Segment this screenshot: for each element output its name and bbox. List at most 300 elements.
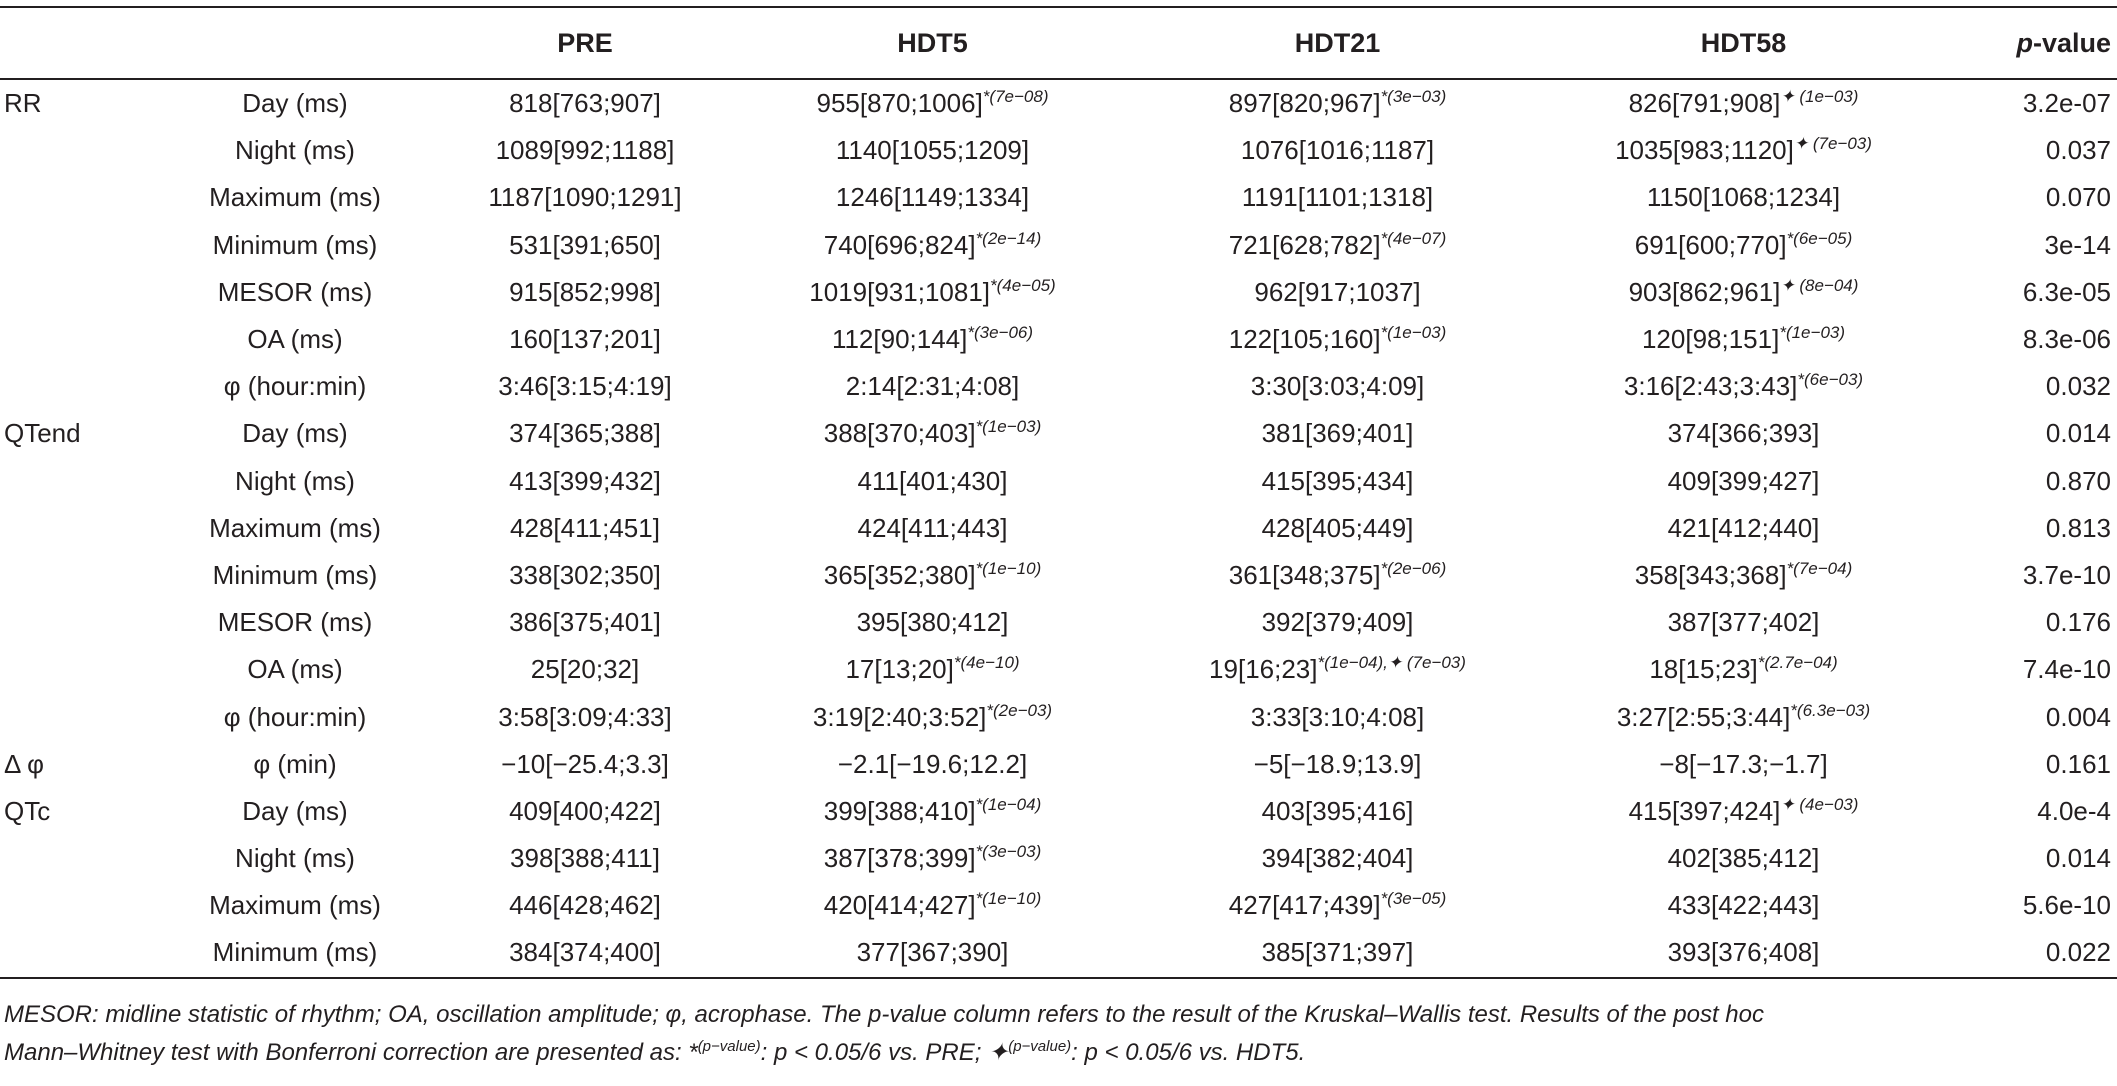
- group-cell: [0, 599, 150, 646]
- hdt5-cell: [730, 552, 1135, 599]
- hdt5-cell: [730, 269, 1135, 316]
- pre-cell: [440, 741, 730, 788]
- hdt58-cell-value: 3:27[2:55;3:44]: [1616, 701, 1791, 732]
- parameter-cell-value: φ (hour:min): [223, 701, 367, 732]
- footnote-line-2: [4, 1034, 2109, 1072]
- pre-cell: [440, 363, 730, 410]
- header-p-italic: p: [2016, 27, 2033, 58]
- pre-cell-value: 531[391;650]: [509, 229, 661, 260]
- parameter-cell-value: φ (hour:min): [223, 371, 367, 402]
- hdt5-cell-value: 388[370;403]: [823, 418, 976, 449]
- group-cell: [0, 410, 150, 457]
- group-cell: [0, 646, 150, 693]
- hdt21-cell: [1135, 410, 1540, 457]
- table-footnote: [4, 996, 2109, 1072]
- table-row: [0, 363, 2117, 410]
- hdt58-cell-significance: ✦ (1e−03): [1780, 87, 1859, 107]
- table-row: [0, 599, 2117, 646]
- hdt21-cell: [1135, 599, 1540, 646]
- parameter-cell-value: Night (ms): [235, 843, 355, 874]
- parameter-cell: [150, 929, 440, 977]
- p-value-cell-value: 0.004: [2045, 701, 2111, 732]
- p-value-cell: [1947, 599, 2117, 646]
- hdt5-cell-value: 424[411;443]: [857, 512, 1008, 543]
- table-body: [0, 79, 2117, 978]
- results-table-wrapper: [0, 6, 2117, 979]
- header-pre: PRE: [440, 7, 730, 79]
- table-row: [0, 79, 2117, 127]
- group-cell: [0, 316, 150, 363]
- hdt21-cell: [1135, 929, 1540, 977]
- p-value-cell: [1947, 174, 2117, 221]
- p-value-cell-value: 4.0e-4: [2037, 795, 2111, 826]
- hdt58-cell-significance: *(6.3e−03): [1790, 700, 1871, 720]
- pre-cell-value: 1089[992;1188]: [495, 135, 675, 166]
- hdt5-cell-value: 955[870;1006]: [816, 88, 983, 119]
- p-value-cell: [1947, 505, 2117, 552]
- group-cell: [0, 552, 150, 599]
- hdt58-cell: [1540, 552, 1947, 599]
- hdt21-cell-value: 427[417;439]: [1228, 890, 1381, 921]
- hdt58-cell: [1540, 174, 1947, 221]
- parameter-cell-value: Minimum (ms): [212, 937, 378, 968]
- hdt21-cell-value: 721[628;782]: [1228, 229, 1381, 260]
- hdt21-cell: [1135, 788, 1540, 835]
- hdt21-cell-value: 428[405;449]: [1261, 512, 1414, 543]
- hdt5-cell: [730, 788, 1135, 835]
- hdt5-cell-significance: *(2e−14): [975, 228, 1042, 248]
- p-value-cell: [1947, 363, 2117, 410]
- parameter-cell: [150, 363, 440, 410]
- pre-cell: [440, 882, 730, 929]
- parameter-cell: [150, 410, 440, 457]
- hdt21-cell: [1135, 222, 1540, 269]
- hdt58-cell: [1540, 693, 1947, 740]
- parameter-cell-value: Minimum (ms): [212, 229, 378, 260]
- parameter-cell-value: Minimum (ms): [212, 559, 378, 590]
- footnote-star-symbol: *: [688, 1039, 698, 1066]
- parameter-cell: [150, 788, 440, 835]
- pre-cell: [440, 458, 730, 505]
- hdt21-cell: [1135, 505, 1540, 552]
- hdt21-cell: [1135, 79, 1540, 127]
- hdt5-cell-value: 411[401;430]: [857, 465, 1008, 496]
- hdt58-cell: [1540, 741, 1947, 788]
- header-p-rest: -value: [2032, 27, 2111, 58]
- hdt21-cell-value: 19[16;23]: [1209, 654, 1318, 685]
- pre-cell-value: 818[763;907]: [509, 88, 661, 119]
- hdt5-cell-value: 1019[931;1081]: [809, 276, 991, 307]
- hdt21-cell-value: 1191[1101;1318]: [1241, 182, 1434, 213]
- pre-cell: [440, 410, 730, 457]
- hdt58-cell-value: 421[412;440]: [1667, 512, 1820, 543]
- group-cell: [0, 788, 150, 835]
- hdt5-cell-significance: *(1e−10): [975, 558, 1042, 578]
- footnote-sup-1: (p−value): [697, 1038, 761, 1055]
- pre-cell-value: 1187[1090;1291]: [488, 182, 682, 213]
- parameter-cell-value: Day (ms): [242, 418, 348, 449]
- footnote-text-b: : p < 0.05/6 vs. PRE;: [760, 1039, 989, 1066]
- p-value-cell: [1947, 552, 2117, 599]
- hdt5-cell-value: 365[352;380]: [823, 559, 976, 590]
- pre-cell-value: 160[137;201]: [509, 324, 661, 355]
- hdt58-cell-value: −8[−17.3;−1.7]: [1659, 748, 1828, 779]
- pre-cell-value: 413[399;432]: [509, 465, 661, 496]
- hdt21-cell-significance: *(3e−05): [1380, 889, 1447, 909]
- hdt5-cell: [730, 363, 1135, 410]
- parameter-cell-value: Night (ms): [235, 465, 355, 496]
- results-table: [0, 6, 2117, 979]
- table-row: [0, 269, 2117, 316]
- hdt58-cell-value: 826[791;908]: [1628, 88, 1781, 119]
- hdt58-cell-value: 120[98;151]: [1641, 324, 1780, 355]
- hdt5-cell: [730, 79, 1135, 127]
- parameter-cell-value: OA (ms): [247, 654, 343, 685]
- table-row: [0, 882, 2117, 929]
- hdt21-cell: [1135, 269, 1540, 316]
- hdt21-cell-value: 394[382;404]: [1261, 843, 1414, 874]
- header-p-value: [1947, 7, 2117, 79]
- parameter-cell: [150, 552, 440, 599]
- parameter-cell-value: Maximum (ms): [209, 890, 381, 921]
- hdt5-cell-value: 395[380;412]: [856, 607, 1009, 638]
- hdt58-cell: [1540, 505, 1947, 552]
- hdt5-cell: [730, 929, 1135, 977]
- pre-cell-value: 428[411;451]: [510, 512, 660, 543]
- parameter-cell-value: Maximum (ms): [209, 182, 381, 213]
- table-row: [0, 835, 2117, 882]
- p-value-cell: [1947, 929, 2117, 977]
- p-value-cell-value: 0.870: [2045, 465, 2111, 496]
- hdt58-cell: [1540, 127, 1947, 174]
- table-header-row: [0, 7, 2117, 79]
- hdt21-cell-value: 122[105;160]: [1228, 324, 1381, 355]
- hdt5-cell-value: 17[13;20]: [845, 654, 954, 685]
- parameter-cell-value: Day (ms): [242, 795, 348, 826]
- hdt5-cell-value: 112[90;144]: [831, 324, 968, 355]
- parameter-cell: [150, 646, 440, 693]
- group-cell: [0, 79, 150, 127]
- pre-cell-value: 409[400;422]: [509, 795, 661, 826]
- pre-cell: [440, 79, 730, 127]
- p-value-cell: [1947, 127, 2117, 174]
- pre-cell: [440, 174, 730, 221]
- hdt5-cell-significance: *(3e−03): [975, 842, 1042, 862]
- p-value-cell-value: 0.032: [2045, 371, 2111, 402]
- table-row: [0, 316, 2117, 363]
- p-value-cell: [1947, 410, 2117, 457]
- hdt21-cell: [1135, 316, 1540, 363]
- hdt21-cell-significance: *(2e−06): [1380, 558, 1447, 578]
- p-value-cell-value: 6.3e-05: [2022, 276, 2111, 307]
- p-value-cell-value: 0.070: [2045, 182, 2111, 213]
- group-cell-value: Δ φ: [4, 748, 45, 779]
- parameter-cell-value: MESOR (ms): [217, 276, 373, 307]
- hdt58-cell-value: 387[377;402]: [1667, 607, 1820, 638]
- header-parameter: [150, 7, 440, 79]
- pre-cell: [440, 269, 730, 316]
- header-hdt58: HDT58: [1540, 7, 1947, 79]
- hdt58-cell-value: 3:16[2:43;3:43]: [1623, 371, 1798, 402]
- p-value-cell-value: 3.7e-10: [2022, 559, 2111, 590]
- parameter-cell: [150, 79, 440, 127]
- group-cell: [0, 222, 150, 269]
- header-hdt21: HDT21: [1135, 7, 1540, 79]
- hdt21-cell-value: 1076[1016;1187]: [1240, 135, 1435, 166]
- hdt5-cell-significance: *(1e−04): [975, 794, 1042, 814]
- pre-cell: [440, 693, 730, 740]
- table-row: [0, 646, 2117, 693]
- hdt5-cell: [730, 882, 1135, 929]
- hdt58-cell-significance: *(2.7e−04): [1757, 653, 1838, 673]
- hdt5-cell-significance: *(2e−03): [986, 700, 1053, 720]
- hdt21-cell: [1135, 458, 1540, 505]
- hdt58-cell: [1540, 269, 1947, 316]
- hdt58-cell: [1540, 363, 1947, 410]
- hdt5-cell-value: 1246[1149;1334]: [835, 182, 1030, 213]
- hdt21-cell-value: 897[820;967]: [1228, 88, 1381, 119]
- hdt21-cell-value: 962[917;1037]: [1254, 276, 1421, 307]
- group-cell: [0, 505, 150, 552]
- pre-cell-value: 338[302;350]: [509, 559, 661, 590]
- hdt58-cell-value: 402[385;412]: [1667, 843, 1820, 874]
- table-row: [0, 929, 2117, 977]
- p-value-cell: [1947, 79, 2117, 127]
- pre-cell: [440, 316, 730, 363]
- p-value-cell: [1947, 222, 2117, 269]
- hdt21-cell-value: 415[395;434]: [1261, 465, 1414, 496]
- hdt21-cell-value: 3:30[3:03;4:09]: [1250, 371, 1425, 402]
- hdt58-cell: [1540, 788, 1947, 835]
- hdt5-cell-significance: *(1e−03): [975, 417, 1042, 437]
- group-cell: [0, 458, 150, 505]
- parameter-cell: [150, 693, 440, 740]
- group-cell-value: RR: [4, 88, 42, 119]
- p-value-cell: [1947, 269, 2117, 316]
- table-row: [0, 410, 2117, 457]
- hdt58-cell-significance: *(7e−04): [1786, 558, 1853, 578]
- hdt21-cell: [1135, 552, 1540, 599]
- p-value-cell: [1947, 316, 2117, 363]
- pre-cell: [440, 552, 730, 599]
- hdt21-cell: [1135, 363, 1540, 410]
- hdt58-cell-significance: ✦ (4e−03): [1780, 794, 1859, 814]
- group-cell-value: QTc: [4, 795, 51, 826]
- p-value-cell-value: 5.6e-10: [2022, 890, 2111, 921]
- p-value-cell-value: 3e-14: [2044, 229, 2111, 260]
- hdt58-cell-value: 433[422;443]: [1667, 890, 1820, 921]
- hdt58-cell-value: 409[399;427]: [1667, 465, 1820, 496]
- hdt21-cell: [1135, 127, 1540, 174]
- hdt5-cell: [730, 127, 1135, 174]
- hdt58-cell-significance: *(6e−03): [1797, 370, 1864, 390]
- hdt21-cell: [1135, 741, 1540, 788]
- hdt58-cell: [1540, 79, 1947, 127]
- hdt5-cell-significance: *(3e−06): [967, 323, 1034, 343]
- pre-cell-value: 915[852;998]: [509, 276, 661, 307]
- pre-cell: [440, 505, 730, 552]
- pre-cell: [440, 222, 730, 269]
- hdt58-cell-value: 415[397;424]: [1628, 795, 1781, 826]
- parameter-cell: [150, 269, 440, 316]
- hdt5-cell: [730, 646, 1135, 693]
- p-value-cell-value: 3.2e-07: [2022, 88, 2111, 119]
- hdt58-cell-value: 1035[983;1120]: [1615, 135, 1794, 166]
- table-row: [0, 458, 2117, 505]
- hdt21-cell-value: 403[395;416]: [1261, 795, 1414, 826]
- hdt21-cell-value: −5[−18.9;13.9]: [1253, 748, 1422, 779]
- group-cell: [0, 174, 150, 221]
- p-value-cell: [1947, 741, 2117, 788]
- group-cell: [0, 127, 150, 174]
- hdt58-cell: [1540, 646, 1947, 693]
- p-value-cell-value: 0.022: [2045, 937, 2111, 968]
- hdt21-cell-significance: *(1e−03): [1380, 323, 1447, 343]
- parameter-cell: [150, 174, 440, 221]
- footnote-diamond-symbol: ✦: [988, 1039, 1009, 1066]
- hdt5-cell-significance: *(4e−10): [953, 653, 1020, 673]
- parameter-cell-value: φ (min): [253, 748, 337, 779]
- table-row: [0, 552, 2117, 599]
- table-row: [0, 693, 2117, 740]
- hdt58-cell: [1540, 882, 1947, 929]
- pre-cell-value: −10[−25.4;3.3]: [501, 748, 669, 779]
- hdt58-cell-value: 374[366;393]: [1667, 418, 1820, 449]
- p-value-cell: [1947, 458, 2117, 505]
- footnote-text-a: Mann–Whitney test with Bonferroni correction are presented as:: [4, 1039, 689, 1066]
- header-hdt5: HDT5: [730, 7, 1135, 79]
- pre-cell-value: 3:58[3:09;4:33]: [498, 701, 672, 732]
- hdt5-cell: [730, 599, 1135, 646]
- group-cell: [0, 929, 150, 977]
- hdt5-cell-significance: *(7e−08): [982, 87, 1049, 107]
- hdt21-cell-value: 361[348;375]: [1228, 559, 1381, 590]
- hdt5-cell: [730, 410, 1135, 457]
- hdt5-cell: [730, 835, 1135, 882]
- group-cell: [0, 693, 150, 740]
- parameter-cell-value: MESOR (ms): [217, 607, 373, 638]
- hdt5-cell: [730, 505, 1135, 552]
- hdt58-cell: [1540, 410, 1947, 457]
- hdt58-cell: [1540, 599, 1947, 646]
- hdt58-cell: [1540, 316, 1947, 363]
- hdt58-cell: [1540, 929, 1947, 977]
- parameter-cell: [150, 458, 440, 505]
- parameter-cell: [150, 505, 440, 552]
- table-row: [0, 127, 2117, 174]
- hdt5-cell-value: 3:19[2:40;3:52]: [812, 701, 987, 732]
- parameter-cell: [150, 316, 440, 363]
- pre-cell-value: 386[375;401]: [509, 607, 661, 638]
- table-row: [0, 741, 2117, 788]
- pre-cell: [440, 599, 730, 646]
- hdt5-cell-significance: *(4e−05): [990, 275, 1056, 295]
- hdt21-cell: [1135, 835, 1540, 882]
- p-value-cell-value: 7.4e-10: [2022, 654, 2111, 685]
- pre-cell-value: 446[428;462]: [509, 890, 661, 921]
- hdt5-cell: [730, 222, 1135, 269]
- p-value-cell-value: 0.014: [2045, 843, 2111, 874]
- group-cell: [0, 741, 150, 788]
- pre-cell-value: 374[365;388]: [509, 418, 661, 449]
- hdt21-cell-value: 385[371;397]: [1261, 937, 1414, 968]
- parameter-cell-value: OA (ms): [247, 324, 343, 355]
- pre-cell-value: 3:46[3:15;4:19]: [498, 371, 672, 402]
- group-cell: [0, 835, 150, 882]
- hdt5-cell-value: 399[388;410]: [823, 795, 976, 826]
- table-row: [0, 222, 2117, 269]
- p-value-cell-value: 0.037: [2045, 135, 2111, 166]
- hdt58-cell-value: 18[15;23]: [1649, 654, 1758, 685]
- table-row: [0, 505, 2117, 552]
- group-cell: [0, 269, 150, 316]
- parameter-cell: [150, 882, 440, 929]
- hdt5-cell: [730, 458, 1135, 505]
- hdt5-cell-value: −2.1[−19.6;12.2]: [837, 748, 1028, 779]
- hdt21-cell-value: 3:33[3:10;4:08]: [1250, 701, 1425, 732]
- p-value-cell: [1947, 788, 2117, 835]
- footnote-text-c: : p < 0.05/6 vs. HDT5.: [1071, 1039, 1306, 1066]
- group-cell-value: QTend: [4, 418, 81, 449]
- hdt21-cell-significance: *(3e−03): [1380, 87, 1447, 107]
- hdt58-cell: [1540, 835, 1947, 882]
- hdt5-cell: [730, 174, 1135, 221]
- hdt58-cell-significance: *(1e−03): [1779, 323, 1846, 343]
- hdt58-cell-significance: ✦ (8e−04): [1780, 275, 1859, 295]
- p-value-cell-value: 0.176: [2045, 607, 2111, 638]
- header-group: [0, 7, 150, 79]
- hdt21-cell: [1135, 882, 1540, 929]
- hdt21-cell: [1135, 693, 1540, 740]
- hdt58-cell-value: 393[376;408]: [1667, 937, 1820, 968]
- hdt58-cell: [1540, 222, 1947, 269]
- hdt5-cell-value: 1140[1055;1209]: [835, 135, 1030, 166]
- hdt58-cell-value: 1150[1068;1234]: [1646, 182, 1841, 213]
- parameter-cell: [150, 741, 440, 788]
- pre-cell-value: 384[374;400]: [509, 937, 661, 968]
- p-value-cell-value: 0.161: [2045, 748, 2111, 779]
- p-value-cell: [1947, 835, 2117, 882]
- hdt5-cell: [730, 316, 1135, 363]
- group-cell: [0, 363, 150, 410]
- hdt5-cell-value: 420[414;427]: [823, 890, 976, 921]
- parameter-cell: [150, 127, 440, 174]
- hdt21-cell-value: 392[379;409]: [1261, 607, 1414, 638]
- hdt21-cell-value: 381[369;401]: [1261, 418, 1414, 449]
- p-value-cell: [1947, 646, 2117, 693]
- parameter-cell: [150, 599, 440, 646]
- p-value-cell: [1947, 882, 2117, 929]
- group-cell: [0, 882, 150, 929]
- hdt21-cell: [1135, 174, 1540, 221]
- hdt58-cell: [1540, 458, 1947, 505]
- parameter-cell-value: Maximum (ms): [209, 512, 381, 543]
- pre-cell: [440, 127, 730, 174]
- hdt5-cell-significance: *(1e−10): [975, 889, 1042, 909]
- hdt21-cell-significance: *(1e−04),✦ (7e−03): [1317, 653, 1466, 673]
- hdt58-cell-significance: *(6e−05): [1786, 228, 1853, 248]
- hdt5-cell: [730, 693, 1135, 740]
- pre-cell-value: 398[388;411]: [510, 843, 660, 874]
- pre-cell: [440, 835, 730, 882]
- parameter-cell-value: Night (ms): [235, 135, 355, 166]
- hdt21-cell: [1135, 646, 1540, 693]
- hdt21-cell-significance: *(4e−07): [1380, 228, 1447, 248]
- p-value-cell-value: 0.014: [2045, 418, 2111, 449]
- parameter-cell: [150, 222, 440, 269]
- table-row: [0, 174, 2117, 221]
- pre-cell: [440, 929, 730, 977]
